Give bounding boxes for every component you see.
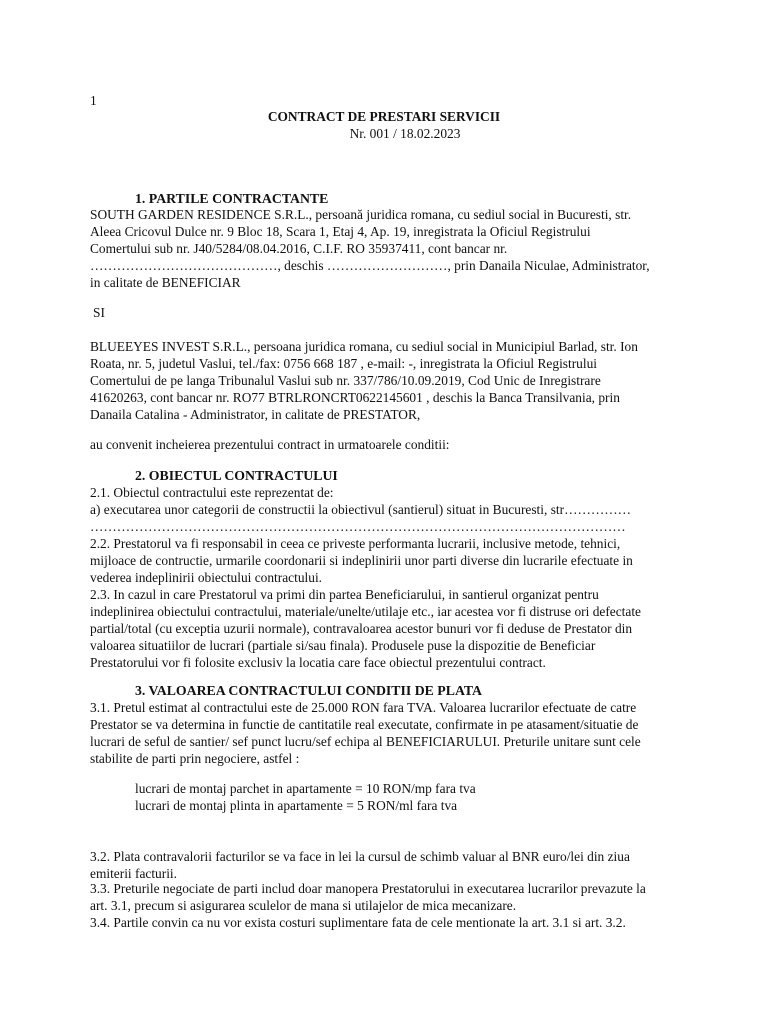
paragraph-line: a) executarea unor categorii de constructii la obiectivul (santierul) situat in Bucuresti, str…………… xyxy=(90,502,632,517)
paragraph-line: lucrari de seful de santier/ sef punct lucru/sef echipa al BENEFICIARULUI. Preturile unitare sunt cele xyxy=(90,734,641,749)
paragraph-line: art. 3.1, precum si asigurarea sculelor de mana si utilajelor de mica mecanizare. xyxy=(90,898,517,913)
price-line: lucrari de montaj parchet in apartamente = 10 RON/mp fara tva xyxy=(135,781,476,796)
section-3-heading: 3. VALOAREA CONTRACTULUI CONDITII DE PLATA xyxy=(135,683,483,698)
page-number: 1 xyxy=(90,93,97,108)
paragraph-line: vederea indeplinirii obiectului contractului. xyxy=(90,570,323,585)
paragraph-line: Roata, nr. 5, judetul Vaslui, tel./fax: 0756 668 187 , e-mail: -, inregistrata la Oficiul Registrului xyxy=(90,356,598,371)
paragraph-line: SOUTH GARDEN RESIDENCE S.R.L., persoană juridica romana, cu sediul social in Bucuresti, str. xyxy=(90,207,632,222)
paragraph-line: valoarea situatiilor de lucrari (partiale si/sau finala). Produsele puse la dispozitie de Beneficiar xyxy=(90,638,596,653)
paragraph-line: stabilite de parti prin negociere, astfel : xyxy=(90,751,300,766)
contract-number: Nr. 001 / 18.02.2023 xyxy=(349,126,461,141)
paragraph-line: ………………………………………………………………………………………………………… xyxy=(90,519,626,534)
paragraph-line: Comertului sub nr. J40/5284/08.04.2016, C.I.F. RO 35937411, cont bancar nr. xyxy=(90,241,508,256)
paragraph-line: Aleea Cricovul Dulce nr. 9 Bloc 18, Scara 1, Etaj 4, Ap. 19, inregistrata la Oficiul Registrului xyxy=(90,224,591,239)
contract-title: CONTRACT DE PRESTARI SERVICII xyxy=(267,109,501,124)
paragraph-line: emiterii facturii. xyxy=(90,866,177,881)
paragraph-line: Prestatorului vor fi folosite exclusiv la locatia care face obiectul prezentului contract. xyxy=(90,655,546,670)
paragraph-line: 3.4. Partile convin ca nu vor exista costuri suplimentare fata de cele mentionate la art. 3.1 si art. 3.2. xyxy=(90,915,626,930)
section-1-heading: 1. PARTILE CONTRACTANTE xyxy=(135,191,329,206)
paragraph-line: 2.1. Obiectul contractului este reprezentat de: xyxy=(90,485,334,500)
section-2-heading: 2. OBIECTUL CONTRACTULUI xyxy=(135,468,338,483)
price-line: lucrari de montaj plinta in apartamente = 5 RON/ml fara tva xyxy=(135,798,458,813)
paragraph-line: 2.3. In cazul in care Prestatorul va primi din partea Beneficiarului, in santierul organizat pentru xyxy=(90,587,599,602)
paragraph-line: Danaila Catalina - Administrator, in calitate de PRESTATOR, xyxy=(90,407,421,422)
paragraph-line: 41620263, cont bancar nr. RO77 BTRLRONCRT0622145601 , deschis la Banca Transilvania, prin xyxy=(90,390,620,405)
conjunction-si: SI xyxy=(93,305,105,320)
paragraph-line: partial/total (cu exceptia uzurii normale), contravaloarea acestor bunuri vor fi deduse de Prestator din xyxy=(90,621,633,636)
paragraph-line: ……………………………………, deschis ………………………, prin Danaila Niculae, Administrator, xyxy=(90,258,650,273)
paragraph-line: 3.2. Plata contravalorii facturilor se va face in lei la cursul de schimb valuar al BNR euro/lei din ziua xyxy=(90,849,630,864)
paragraph-line: 3.3. Preturile negociate de parti includ doar manopera Prestatorului in executarea lucrarilor prevazute la xyxy=(90,881,646,896)
paragraph-line: 2.2. Prestatorul va fi responsabil in ceea ce priveste performanta lucrarii, inclusive metode, tehnici, xyxy=(90,536,621,551)
paragraph-line: mijloace de contructie, urmarile coordonarii si indeplinirii unor parti diverse din lucrarile efectuate in xyxy=(90,553,633,568)
paragraph-line: Prestator se va determina in functie de cantitatile real executate, confirmate in pe atasament/situatie de xyxy=(90,717,639,732)
paragraph-line: in calitate de BENEFICIAR xyxy=(90,275,241,290)
agreement-line: au convenit incheierea prezentului contract in urmatoarele conditii: xyxy=(90,437,450,452)
paragraph-line: Comertului de pe langa Tribunalul Vaslui sub nr. 337/786/10.09.2019, Cod Unic de Inregistrare xyxy=(90,373,601,388)
paragraph-line: 3.1. Pretul estimat al contractului este de 25.000 RON fara TVA. Valoarea lucrarilor efectuate de catre xyxy=(90,700,637,715)
paragraph-line: BLUEEYES INVEST S.R.L., persoana juridica romana, cu sediul social in Municipiul Barlad, str. Ion xyxy=(90,339,638,354)
paragraph-line: indeplinirea obiectului contractului, materiale/unelte/utilaje etc., iar acestea vor fi distruse ori defectate xyxy=(90,604,642,619)
